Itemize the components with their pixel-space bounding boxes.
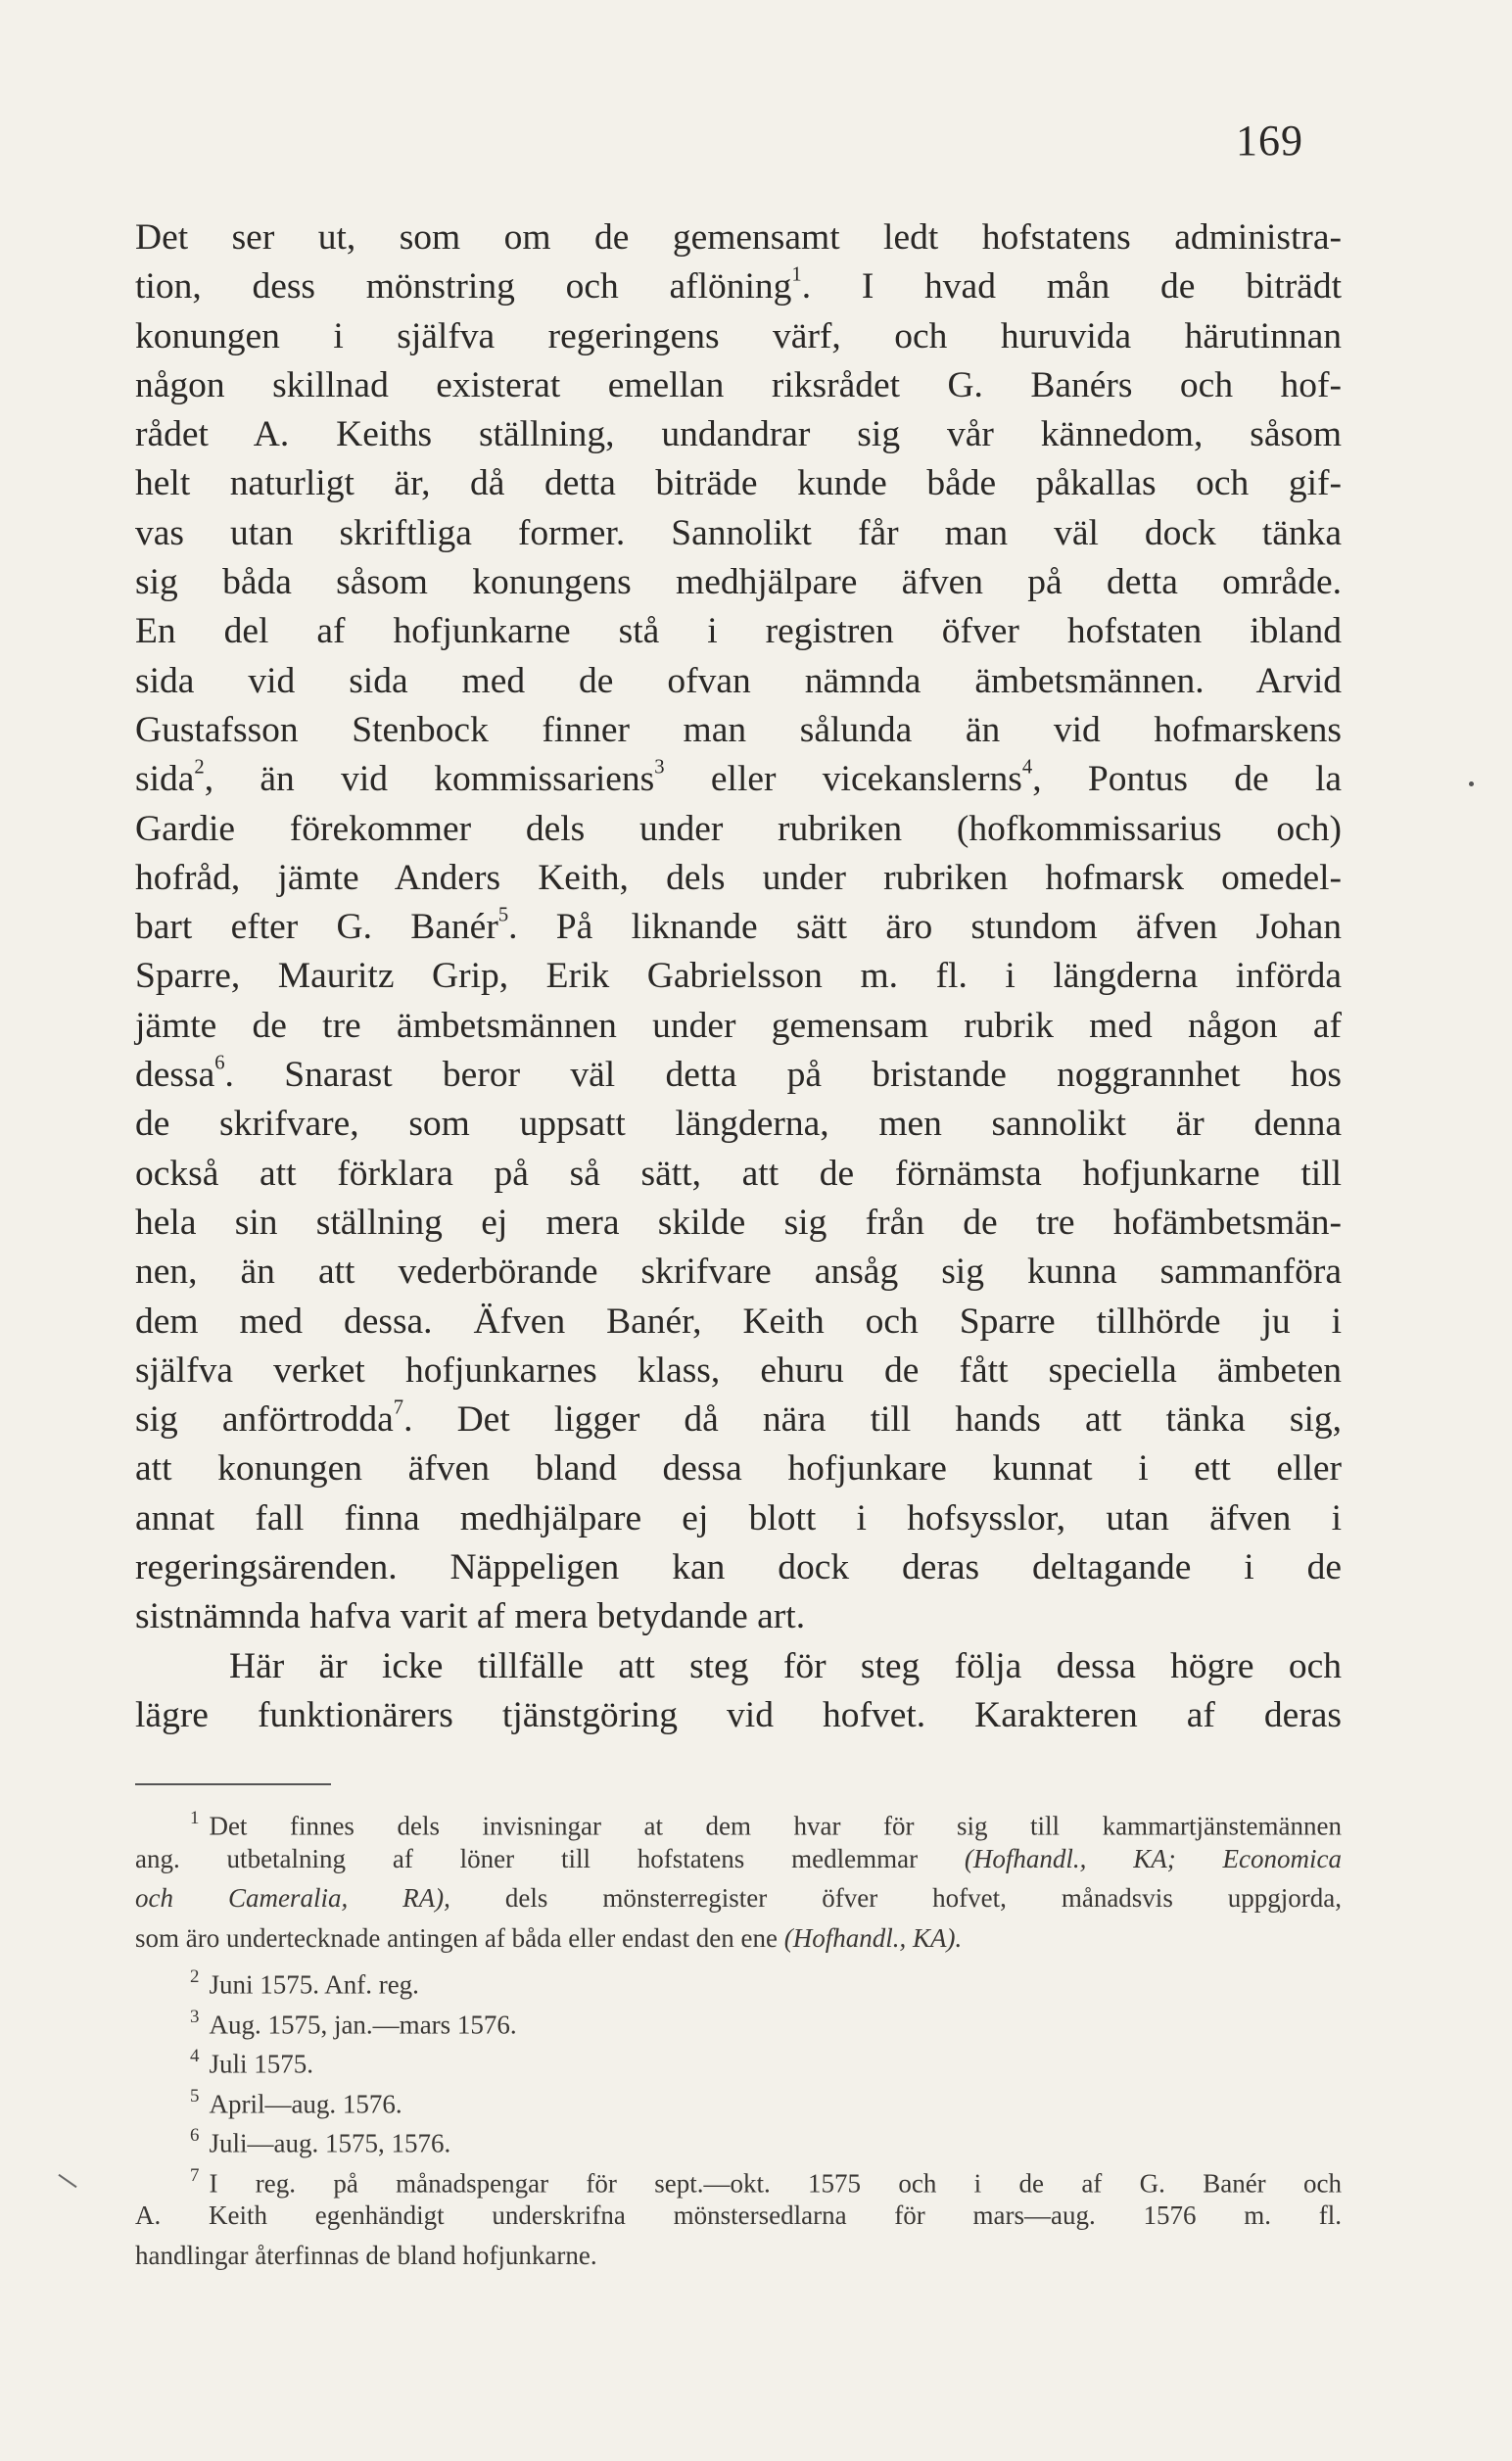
footnote-ref[interactable]: 4 [1021, 756, 1033, 779]
text-line: tion, dess mönstring och aflöning$^1$. I hvad mån de biträdt [135, 263, 1342, 308]
text-line: Gustafsson Stenbock finner man sålunda än vid hofmarskens [135, 709, 1342, 750]
text-line: sida$^2$, än vid kommissariens$^3$ eller vicekanslerns$^4$, Pontus de la [135, 756, 1343, 800]
text-line: bart efter G. Banér$^5$. På liknande sätt äro stundom äfven Johan [135, 904, 1343, 948]
text-line: Gardie förekommer dels under rubriken (hofkommissarius och) [135, 808, 1342, 849]
footnote-ref[interactable]: 3 [654, 756, 665, 779]
text-line: sistnämnda hafva varit af mera betydande art. [135, 1596, 806, 1637]
footnote-7-cont: handlingar återfinnas de bland hofjunkarne. [135, 2240, 597, 2270]
margin-mark [58, 2174, 76, 2188]
footnote-1-cont: ang. utbetalning af löner till hofstatens medlemmar (Hofhandl., KA; Economica [135, 1843, 1342, 1873]
footnote-3: $^3$ Aug. 1575, jan.—mars 1576. [190, 2006, 517, 2039]
text-line: Det ser ut, som om de gemensamt ledt hofstatens administra- [135, 217, 1342, 258]
text-line: hofråd, jämte Anders Keith, dels under rubriken hofmarsk omedel- [135, 857, 1342, 898]
text-line: de skrifvare, som uppsatt längderna, men sannolikt är denna [135, 1104, 1342, 1145]
text-line: själfva verket hofjunkarnes klass, ehuru de fått speciella ämbeten [135, 1349, 1342, 1391]
text-line: sida vid sida med de ofvan nämnda ämbetsmännen. Arvid [135, 660, 1342, 701]
footnote-2: $^2$ Juni 1575. Anf. reg. [190, 1966, 419, 2000]
footnote-6: $^6$ Juli—aug. 1575, 1576. [190, 2125, 451, 2158]
text-line: att konungen äfven bland dessa hofjunkare kunnat i ett eller [135, 1448, 1342, 1490]
footnotes [135, 1799, 1342, 2275]
text-line: hela sin ställning ej mera skilde sig från de tre hofämbetsmän- [135, 1202, 1342, 1243]
footnote-ref[interactable]: 6 [214, 1052, 225, 1074]
paragraph-2 [135, 1642, 1342, 1741]
text-line: lägre funktionärers tjänstgöring vid hofvet. Karakteren af deras [135, 1694, 1342, 1735]
footnote-ref[interactable]: 5 [497, 904, 509, 926]
text-line: dessa$^6$. Snarast beror väl detta på bristande noggrannhet hos [135, 1052, 1342, 1096]
footnote-divider [135, 1783, 331, 1785]
footnote-ref[interactable]: 7 [393, 1396, 404, 1419]
text-line: regeringsärenden. Näppeligen kan dock deras deltagande i de [135, 1547, 1342, 1588]
footnote-4: $^4$ Juli 1575. [190, 2046, 313, 2079]
footnote-7: $^7$ I reg. på månadspengar för sept.—okt. 1575 och i de af G. Banér och [190, 2164, 1342, 2198]
footnote-ref[interactable]: 1 [791, 263, 802, 286]
footnote-1-cont: och Cameralia, RA), dels mönsterregister öfver hofvet, månadsvis uppgjorda, [135, 1883, 1343, 1913]
footnote-5: $^5$ April—aug. 1576. [190, 2085, 402, 2118]
page-number: 169 [1236, 117, 1303, 165]
text-line: jämte de tre ämbetsmännen under gemensam rubrik med någon af [135, 1005, 1342, 1046]
footnote-ref[interactable]: 2 [194, 756, 205, 779]
text-line: Här är icke tillfälle att steg för steg följa dessa högre och [229, 1645, 1342, 1686]
text-line: konungen i själfva regeringens värf, och huruvida härutinnan [135, 315, 1342, 356]
text-line: Sparre, Mauritz Grip, Erik Gabrielsson m. fl. i längderna införda [135, 956, 1342, 997]
text-line: helt naturligt är, då detta biträde kunde både påkallas och gif- [135, 463, 1342, 504]
footnote-7-cont: A. Keith egenhändigt underskrifna mönstersedlarna för mars—aug. 1576 m. fl. [135, 2201, 1342, 2230]
margin-mark [1469, 781, 1474, 786]
text-line: någon skillnad existerat emellan riksrådet G. Banérs och hof- [135, 364, 1342, 405]
text-line: annat fall finna medhjälpare ej blott i hofsysslor, utan äfven i [135, 1497, 1342, 1538]
main-text [135, 213, 1342, 1740]
text-line: rådet A. Keiths ställning, undandrar sig vår kännedom, såsom [135, 414, 1342, 455]
text-line: nen, än att vederbörande skrifvare ansåg sig kunna sammanföra [135, 1252, 1342, 1293]
text-line: sig båda såsom konungens medhjälpare äfven på detta område. [135, 562, 1342, 603]
text-line: dem med dessa. Äfven Banér, Keith och Sparre tillhörde ju i [135, 1301, 1342, 1342]
footnote-1-cont: som äro undertecknade antingen af båda eller endast den ene (Hofhandl., KA). [135, 1922, 963, 1953]
text-line: sig anförtrodda$^7$. Det ligger då nära till hands att tänka sig, [135, 1396, 1342, 1441]
text-line: vas utan skriftliga former. Sannolikt får man väl dock tänka [135, 512, 1342, 553]
text-line: En del af hofjunkarne stå i registren öfver hofstaten ibland [135, 611, 1342, 652]
paragraph-1 [135, 213, 1342, 1642]
footnote-1: $^1$ Det finnes dels invisningar at dem hvar för sig till kammartjänstemännen [190, 1808, 1342, 1841]
text-line: också att förklara på så sätt, att de förnämsta hofjunkarne till [135, 1153, 1342, 1194]
